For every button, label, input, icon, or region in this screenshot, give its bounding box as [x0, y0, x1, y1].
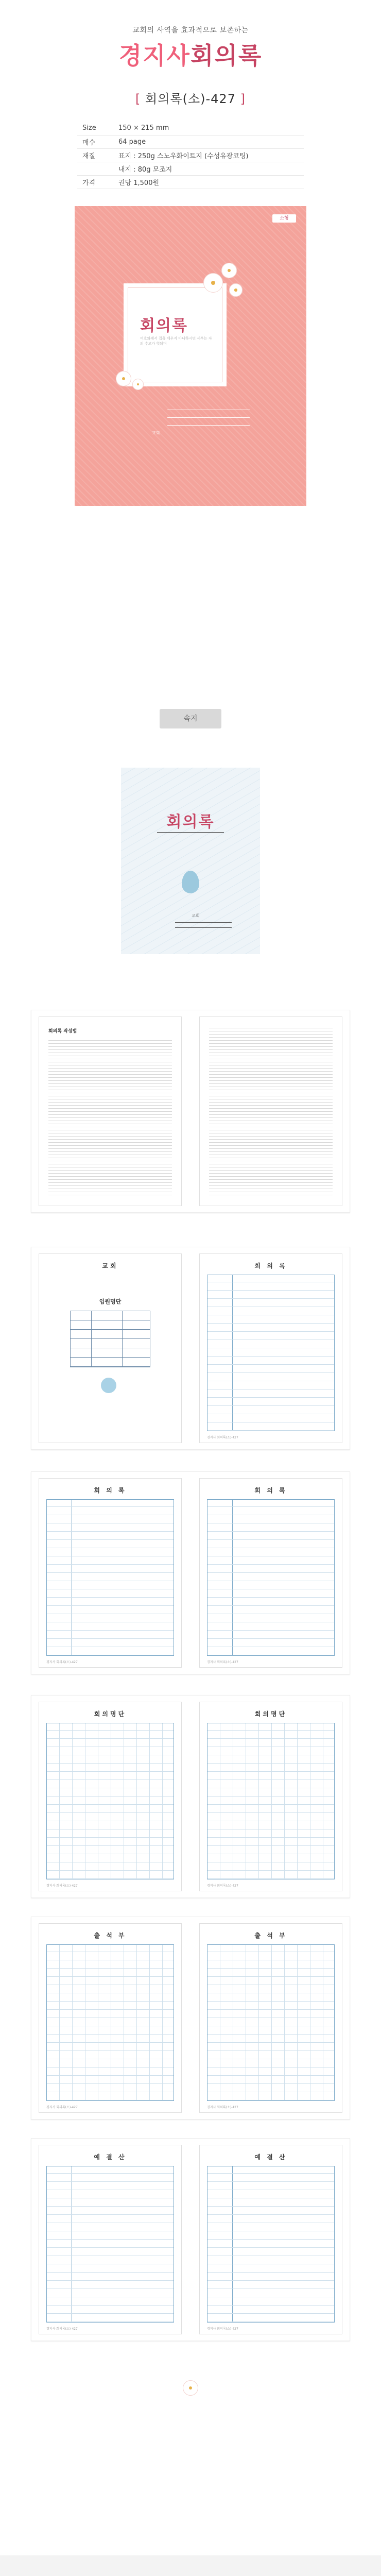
spec-row [77, 148, 304, 162]
page-heading: 예 결 산 [94, 2154, 127, 2161]
brand-name: 경지사 [118, 42, 190, 70]
page-left [39, 2145, 182, 2334]
page-heading: 회 의 록 [94, 1487, 127, 1494]
page-heading: 예 결 산 [254, 2154, 287, 2161]
page-right [199, 1478, 342, 1668]
page-heading: 회의록 작성법 [48, 1029, 77, 1034]
spec-key: 매수 [77, 135, 113, 148]
blossom-icon [229, 283, 243, 297]
page-right [199, 1923, 342, 2113]
cover-title: 회의록 [140, 317, 188, 335]
tagline: 교회의 사역을 효과적으로 보존하는 [132, 26, 249, 35]
blossom-icon [203, 273, 223, 293]
page-footer: 경지사 회의록(소)-427 [207, 1884, 238, 1888]
page-footer: 경지사 회의록(소)-427 [46, 2106, 78, 2109]
blossom-icon [183, 2380, 198, 2396]
page-heading: 회 의 록 [254, 1487, 287, 1494]
cover-church-label: 교회 [152, 431, 160, 435]
minutes-grid [207, 1723, 335, 1879]
spec-key: 재질 [77, 148, 113, 162]
page-heading: 회 의 록 [254, 1262, 287, 1269]
title-product: 회의록 [190, 42, 263, 70]
page-spread [31, 1917, 350, 2120]
spec-key: Size [77, 122, 113, 135]
page-spread [31, 1247, 350, 1450]
record-grid [46, 1499, 174, 1656]
cover-subtitle: 여호와께서 집을 세우지 아니하시면 세우는 자의 수고가 헛되며 [140, 336, 212, 346]
cover-image [75, 206, 306, 506]
spec-table [77, 122, 304, 189]
page-footer: 경지사 회의록(소)-427 [207, 2106, 238, 2109]
water-drop-icon [101, 1378, 116, 1393]
product-lineup [0, 2555, 381, 2576]
page-church-label: 교회 [102, 1262, 118, 1269]
page-left [39, 1016, 182, 1206]
page-left [39, 1478, 182, 1668]
page-right [199, 1016, 342, 1206]
budget-grid [46, 2166, 174, 2323]
budget-grid [207, 2166, 335, 2323]
page-footer: 경지사 회의록(소)-427 [207, 2327, 238, 2331]
page-left [39, 1253, 182, 1443]
minutes-grid [46, 1723, 174, 1879]
product-code: [ 회의록(소)-427 ] [135, 92, 246, 106]
spec-key [77, 162, 113, 175]
product-code-text: 회의록(소)-427 [145, 92, 236, 106]
page-footer: 경지사 회의록(소)-427 [207, 1660, 238, 1664]
page-heading: 회의명단 [94, 1710, 127, 1718]
page-footer: 경지사 회의록(소)-427 [207, 1436, 238, 1439]
spec-row [77, 135, 304, 148]
spec-value: 표지 : 250g 스노우화이트지 (수성유광코팅) [113, 148, 304, 162]
officers-table [70, 1311, 150, 1367]
page-left [39, 1702, 182, 1891]
cover-frame [124, 283, 227, 386]
spec-row [77, 122, 304, 135]
page-footer: 경지사 회의록(소)-427 [46, 1660, 78, 1664]
page-right [199, 2145, 342, 2334]
record-grid [207, 1275, 335, 1431]
page-footer: 경지사 회의록(소)-427 [46, 2327, 78, 2331]
page-footer: 경지사 회의록(소)-427 [46, 1884, 78, 1888]
water-drop-icon [182, 871, 199, 893]
page-spread [31, 1695, 350, 1898]
inner-cover-image [121, 768, 260, 954]
page-title [0, 37, 381, 71]
blossom-icon [221, 263, 237, 278]
page-right [199, 1702, 342, 1891]
blossom-icon [132, 379, 144, 390]
page-spread [31, 1471, 350, 1674]
record-grid [207, 1499, 335, 1656]
spec-value: 64 page [113, 135, 304, 148]
officers-title: 임원명단 [99, 1298, 122, 1305]
section-label-inner: 속지 [160, 709, 221, 728]
blossom-icon [116, 371, 131, 386]
page-spread [31, 2138, 350, 2341]
spec-key: 가격 [77, 175, 113, 189]
inner-cover-title: 회의록 [166, 813, 215, 831]
inner-cover-church-label: 교회 [192, 913, 200, 918]
spec-row [77, 162, 304, 175]
spec-value: 150 × 215 mm [113, 122, 304, 135]
spec-value: 내지 : 80g 모조지 [113, 162, 304, 175]
attendance-grid [207, 1944, 335, 2101]
page-heading: 출 석 부 [94, 1932, 127, 1939]
page-left [39, 1923, 182, 2113]
page-heading: 출 석 부 [254, 1932, 287, 1939]
attendance-grid [46, 1944, 174, 2101]
spec-value: 권당 1,500원 [113, 175, 304, 189]
page-right [199, 1253, 342, 1443]
spec-row [77, 175, 304, 189]
page-spread [31, 1010, 350, 1213]
cover-tab: 소형 [272, 214, 296, 223]
page-heading: 회의명단 [254, 1710, 287, 1718]
